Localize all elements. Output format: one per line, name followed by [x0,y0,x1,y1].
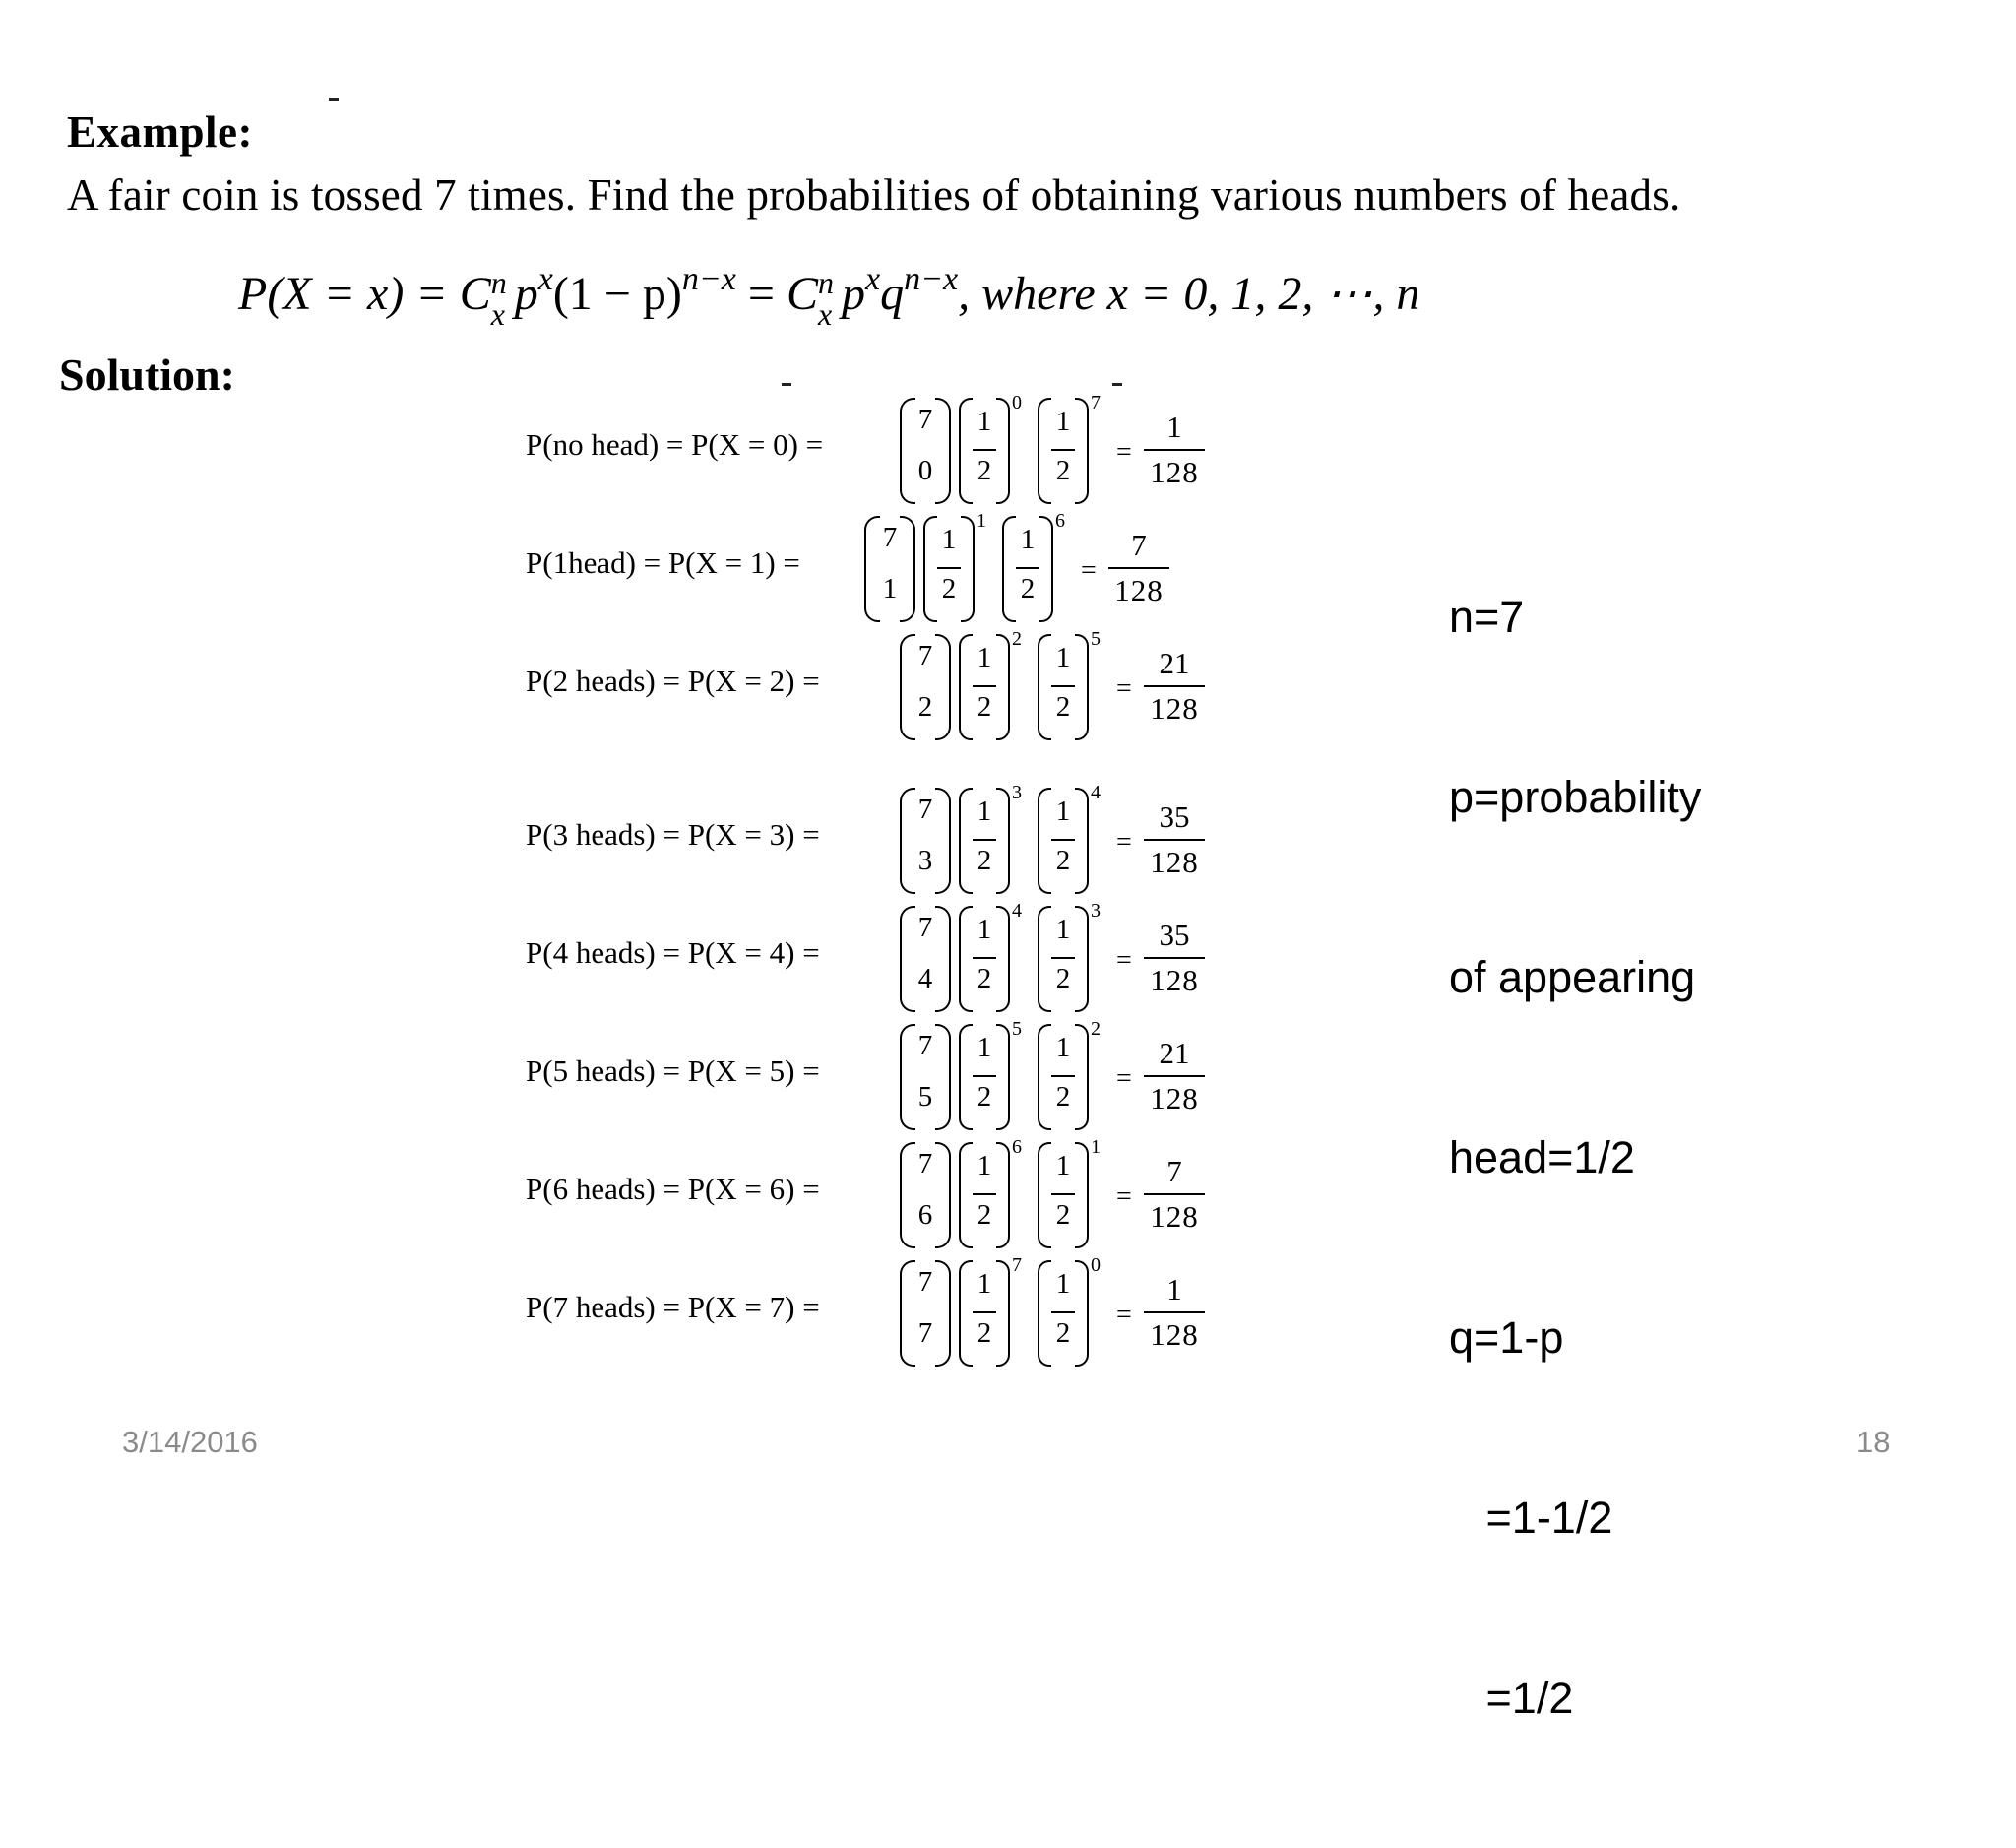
fraction-denominator: 2 [1055,1081,1071,1113]
note-line: n=7 [1449,592,1525,642]
fraction-denominator: 2 [976,1199,992,1231]
result-numerator: 21 [1159,1036,1190,1070]
fraction-denominator: 2 [976,1081,992,1113]
exponent-heads: 1 [976,510,986,532]
equation-label: P(4 heads) = P(X = 4) = [526,935,820,970]
fraction-denominator: 2 [976,455,992,486]
binomial-bottom: 0 [917,455,933,486]
fraction-numerator: 1 [976,642,992,673]
fraction-numerator: 1 [1055,796,1071,827]
exponent-tails: 3 [1091,900,1101,922]
fraction-numerator: 1 [976,796,992,827]
fraction-numerator: 1 [1055,406,1071,437]
fraction-denominator: 2 [1055,1199,1071,1231]
binomial-coefficient [900,1024,951,1130]
scan-speck [782,383,791,386]
fraction-numerator: 1 [976,406,992,437]
half-fraction [1038,398,1089,504]
binomial-top: 7 [917,404,933,435]
formula-sup-n: n [490,264,507,300]
half-fraction [923,516,975,622]
exponent-heads: 4 [1012,900,1022,922]
note-line: =1-1/2 [1449,1493,1613,1543]
equation-label: P(1head) = P(X = 1) = [526,545,800,580]
equation-label: P(6 heads) = P(X = 6) = [526,1172,820,1206]
exponent-tails: 1 [1091,1136,1101,1158]
note-line: of appearing [1449,952,1696,1002]
formula-equals: = [735,268,787,320]
half-fraction [1038,1024,1089,1130]
half-fraction [1038,1142,1089,1248]
exponent-tails: 4 [1091,782,1101,803]
half-fraction [1038,1260,1089,1367]
binomial-bottom: 6 [917,1199,933,1231]
fraction-denominator: 2 [976,963,992,994]
result-fraction [1140,408,1209,492]
formula-p: p [514,268,538,320]
binomial-coefficient [900,1260,951,1367]
binomial-coefficient [864,516,915,622]
formula-sub-x: x [490,295,505,332]
binomial-coefficient [900,906,951,1012]
fraction-numerator: 1 [1055,642,1071,673]
binomial-top: 7 [917,640,933,671]
fraction-denominator: 2 [976,845,992,876]
exponent-heads: 0 [1012,392,1022,414]
fraction-numerator: 1 [976,914,992,945]
result-numerator: 1 [1166,410,1182,444]
probability-equation [526,510,1274,624]
note-line: head=1/2 [1449,1132,1635,1182]
half-fraction [959,1024,1010,1130]
probability-equation [526,900,1274,1014]
exponent-heads: 5 [1012,1018,1022,1040]
formula-exp-x2: x [865,261,881,297]
fraction-numerator: 1 [976,1150,992,1181]
result-denominator: 128 [1150,455,1199,489]
formula-exp-n-x: n−x [681,261,736,297]
exponent-tails: 6 [1055,510,1065,532]
fraction-denominator: 2 [1055,691,1071,723]
fraction-numerator: 1 [1055,914,1071,945]
notes-block [1449,467,1701,1848]
formula-c2-indices [818,264,842,332]
equals-sign: = [1116,945,1132,976]
fraction-denominator: 2 [976,691,992,723]
equation-label: P(2 heads) = P(X = 2) = [526,664,820,698]
fraction-denominator: 2 [1020,573,1036,605]
probability-equation [526,1018,1274,1132]
binomial-formula [238,261,1420,332]
half-fraction [959,788,1010,894]
exponent-tails: 5 [1091,628,1101,650]
result-denominator: 128 [1150,1199,1199,1234]
probability-equation [526,782,1274,896]
fraction-numerator: 1 [976,1268,992,1300]
binomial-bottom: 2 [917,691,933,723]
scan-speck [329,98,339,101]
example-heading: Example: [67,107,253,157]
result-denominator: 128 [1150,691,1199,726]
note-line: q=1-p [1449,1312,1564,1363]
equation-label: P(7 heads) = P(X = 7) = [526,1290,820,1324]
probability-equation [526,1254,1274,1369]
result-denominator: 128 [1114,573,1164,607]
half-fraction [959,634,1010,740]
binomial-top: 7 [917,1030,933,1061]
half-fraction [1038,906,1089,1012]
result-numerator: 1 [1166,1272,1182,1306]
binomial-coefficient [900,398,951,504]
equals-sign: = [1116,1300,1132,1330]
equals-sign: = [1116,827,1132,858]
equals-sign: = [1116,437,1132,468]
fraction-denominator: 2 [1055,455,1071,486]
binomial-bottom: 4 [917,963,933,994]
result-fraction [1140,1270,1209,1355]
fraction-denominator: 2 [941,573,957,605]
result-denominator: 128 [1150,845,1199,879]
result-fraction [1140,644,1209,729]
formula-one-minus-p: (1 − p) [552,268,682,320]
half-fraction [1002,516,1053,622]
half-fraction [959,1260,1010,1367]
result-numerator: 35 [1159,799,1190,834]
result-fraction [1140,797,1209,882]
formula-exp-x: x [537,261,553,297]
probability-equation [526,628,1274,742]
equals-sign: = [1081,555,1097,586]
binomial-top: 7 [917,1148,933,1179]
binomial-top: 7 [917,1266,933,1298]
binomial-bottom: 7 [917,1317,933,1349]
formula-exp-n-x2: n−x [904,261,959,297]
half-fraction [1038,634,1089,740]
result-denominator: 128 [1150,963,1199,997]
formula-c2: C [786,268,818,320]
footer-date: 3/14/2016 [122,1425,258,1459]
half-fraction [1038,788,1089,894]
exponent-heads: 7 [1012,1254,1022,1276]
result-fraction [1140,1034,1209,1118]
binomial-top: 7 [882,522,898,553]
result-fraction [1140,1152,1209,1237]
binomial-top: 7 [917,912,933,943]
fraction-numerator: 1 [1020,524,1036,555]
binomial-coefficient [900,1142,951,1248]
formula-p2: p [842,268,865,320]
binomial-bottom: 5 [917,1081,933,1113]
note-line: =1/2 [1449,1673,1574,1723]
binomial-bottom: 1 [882,573,898,605]
binomial-coefficient [900,788,951,894]
formula-sup-n2: n [818,264,834,300]
exponent-tails: 2 [1091,1018,1101,1040]
equation-label: P(5 heads) = P(X = 5) = [526,1053,820,1088]
result-numerator: 35 [1159,918,1190,952]
fraction-numerator: 1 [1055,1032,1071,1063]
equals-sign: = [1116,1181,1132,1212]
formula-c-indices [490,264,515,332]
half-fraction [959,906,1010,1012]
binomial-bottom: 3 [917,845,933,876]
scan-speck [1112,383,1122,386]
exponent-heads: 2 [1012,628,1022,650]
fraction-numerator: 1 [941,524,957,555]
fraction-denominator: 2 [1055,1317,1071,1349]
exponent-heads: 3 [1012,782,1022,803]
result-denominator: 128 [1150,1317,1199,1352]
probability-equation [526,392,1274,506]
exponent-heads: 6 [1012,1136,1022,1158]
half-fraction [959,1142,1010,1248]
fraction-denominator: 2 [1055,845,1071,876]
equation-label: P(no head) = P(X = 0) = [526,427,824,462]
slide-number: 18 [1857,1425,1891,1459]
probability-equation [526,1136,1274,1250]
binomial-coefficient [900,634,951,740]
result-numerator: 7 [1131,528,1147,562]
formula-tail: , where x = 0, 1, 2, ⋯, n [958,268,1420,320]
fraction-numerator: 1 [1055,1268,1071,1300]
result-numerator: 7 [1166,1154,1182,1188]
fraction-denominator: 2 [1055,963,1071,994]
exponent-tails: 0 [1091,1254,1101,1276]
note-line: p=probability [1449,772,1702,822]
formula-q: q [880,268,905,320]
result-fraction [1104,526,1173,610]
problem-statement: A fair coin is tossed 7 times. Find the probabilities of obtaining various numbers of heads. [67,170,1681,220]
equals-sign: = [1116,673,1132,704]
formula-lhs: P(X = x) = [238,268,460,320]
equals-sign: = [1116,1063,1132,1094]
formula-sub-x2: x [818,295,833,332]
formula-c: C [459,268,491,320]
equation-label: P(3 heads) = P(X = 3) = [526,817,820,852]
fraction-denominator: 2 [976,1317,992,1349]
fraction-numerator: 1 [1055,1150,1071,1181]
solution-heading: Solution: [59,350,235,400]
exponent-tails: 7 [1091,392,1101,414]
result-denominator: 128 [1150,1081,1199,1115]
result-fraction [1140,916,1209,1000]
half-fraction [959,398,1010,504]
fraction-numerator: 1 [976,1032,992,1063]
result-numerator: 21 [1159,646,1190,680]
binomial-top: 7 [917,794,933,825]
